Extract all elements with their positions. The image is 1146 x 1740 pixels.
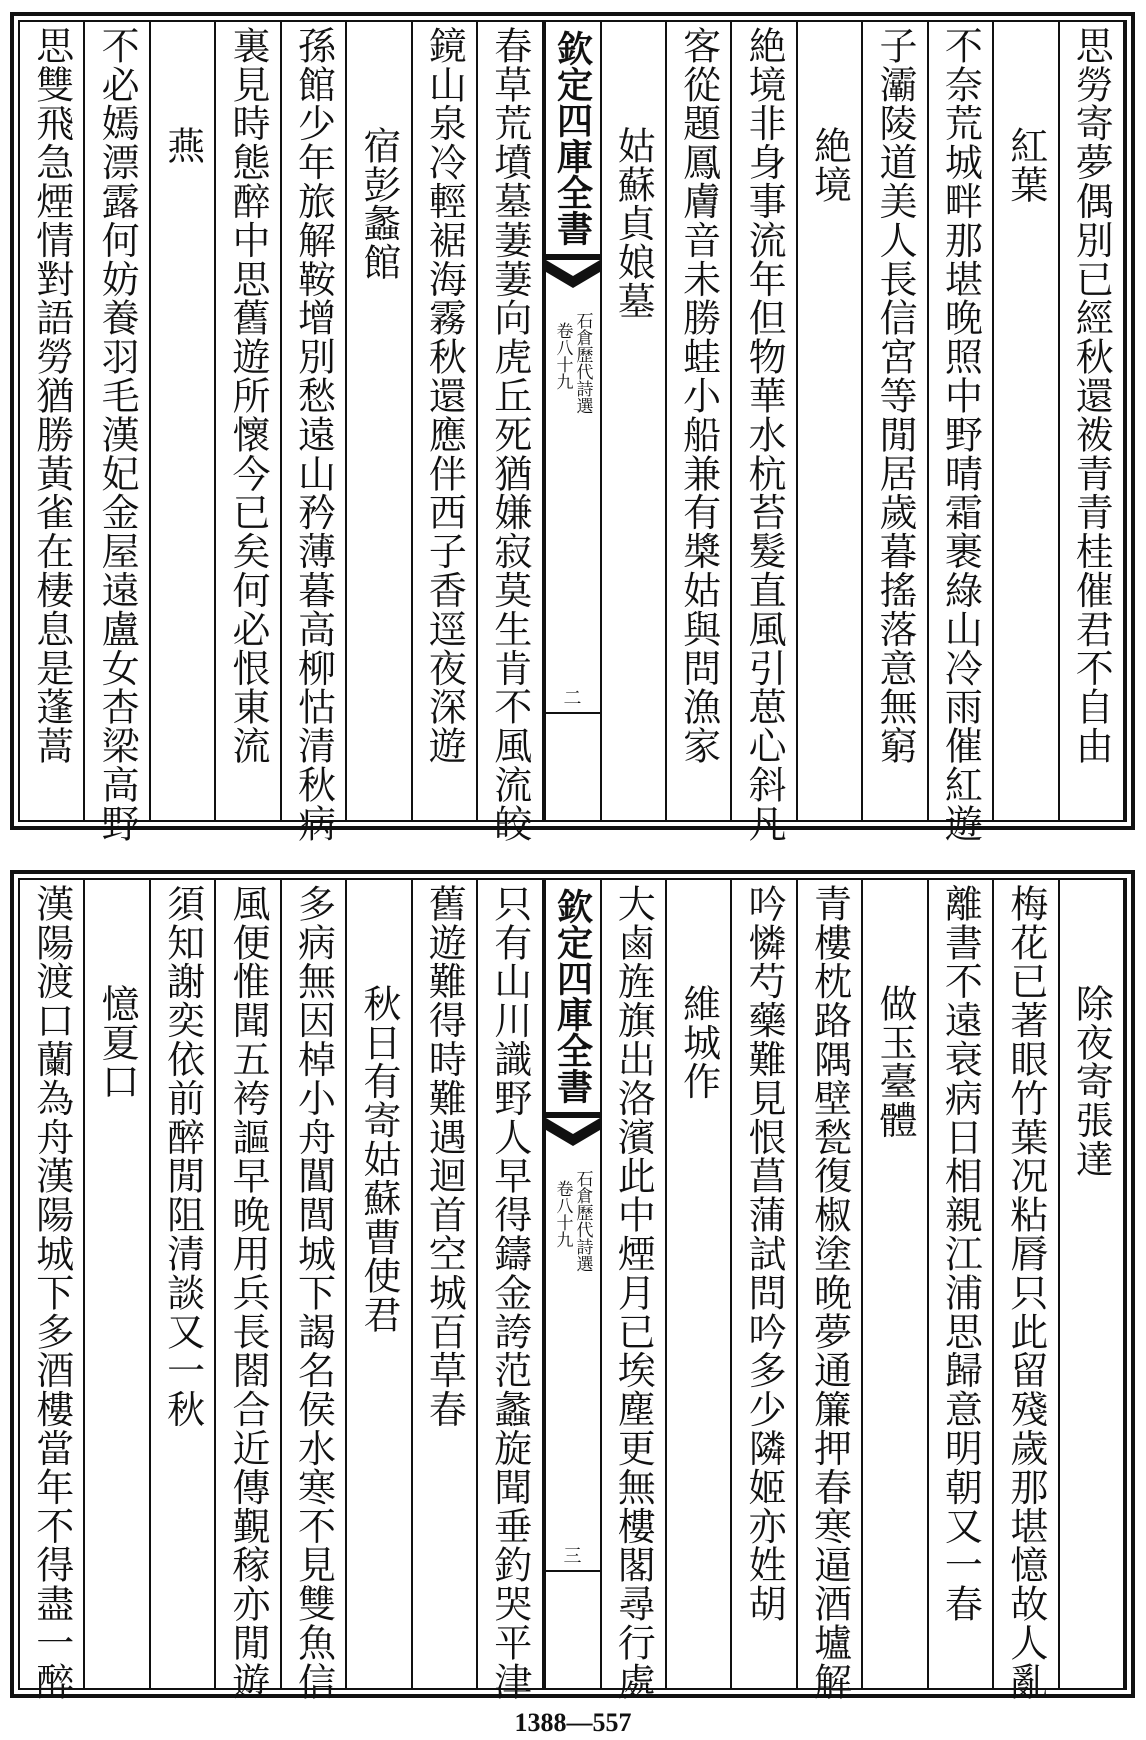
verse-column xyxy=(282,880,347,1701)
verse-text: 子灞陵道美人長信宮等閒居歲暮搖落意無窮 xyxy=(872,26,917,766)
verse-column xyxy=(798,880,863,1701)
verse-text: 只有山川識野人早得鑄金誇范蠡旋聞垂釣哭平津 xyxy=(487,884,532,1701)
poem-title: 燕 xyxy=(160,126,205,165)
verse-column xyxy=(20,880,85,1701)
poem-title-column xyxy=(863,880,928,1688)
verse-text: 思雙飛急煙情對語勞猶勝黃雀在棲息是蓬蒿 xyxy=(29,26,74,766)
poem-title-column xyxy=(347,880,412,1688)
verse-text: 大鹵旌旗出洛濱此中煙月已埃塵更無樓閣尋行處 xyxy=(611,884,656,1701)
verse-column xyxy=(863,22,928,820)
verse-text: 絶境非身事流年但物華水杭苔髮直風引葸心斜凡 xyxy=(742,26,787,843)
verse-column xyxy=(216,880,281,1701)
fish-tail-mark-icon xyxy=(546,254,600,288)
verse-column xyxy=(732,880,797,1688)
center-gutter xyxy=(544,22,602,820)
verse-column xyxy=(216,22,281,820)
verse-column xyxy=(1060,22,1125,820)
volume-number: 卷八十九 xyxy=(552,1180,573,1248)
poem-title-column xyxy=(798,22,863,820)
page-bottom xyxy=(10,870,1135,1701)
poem-title: 秋日有寄姑蘇曹使君 xyxy=(356,984,401,1335)
poem-title: 絶境 xyxy=(807,126,852,204)
verse-text: 舊遊難得時難遇迴首空城百草春 xyxy=(422,884,467,1429)
poem-title-column xyxy=(994,22,1059,820)
book-name: 石倉歷代詩選 xyxy=(572,312,593,414)
poem-title-column xyxy=(1060,880,1125,1688)
verse-text: 不奈荒城畔那堪晚照中野晴霜裹綠山冷雨催紅遊 xyxy=(938,26,983,843)
gutter-rule xyxy=(546,712,600,714)
verse-column xyxy=(20,22,85,820)
verse-column xyxy=(151,880,216,1688)
poem-title: 憶夏口 xyxy=(95,984,140,1101)
poem-title: 除夜寄張達 xyxy=(1069,984,1114,1179)
fish-tail-mark-icon xyxy=(546,1112,600,1146)
verse-column xyxy=(282,22,347,843)
verse-text: 裏見時態醉中思舊遊所懷今已矣何必恨東流 xyxy=(226,26,271,766)
poem-title-column xyxy=(85,880,150,1688)
poem-title-column xyxy=(151,22,216,820)
verse-text: 春草荒墳墓萋萋向虎丘死猶嫌寂莫生肯不風流皎 xyxy=(487,26,532,843)
verse-column xyxy=(667,22,732,820)
book-header: 欽定四庫全書 xyxy=(551,888,594,1104)
verse-text: 鏡山泉冷輕裾海霧秋還應伴西子香逕夜深遊 xyxy=(422,26,467,766)
poem-title-column xyxy=(667,880,732,1688)
page-top xyxy=(10,12,1135,843)
verse-text: 風便惟聞五袴謳早晚用兵長閤合近傳覲稼亦閒遊 xyxy=(226,884,271,1701)
page-frame xyxy=(18,878,1127,1701)
page-frame xyxy=(18,20,1127,843)
book-header: 欽定四庫全書 xyxy=(551,30,594,246)
poem-title-column xyxy=(347,22,412,820)
page-number: 三 xyxy=(563,1546,582,1567)
poem-title: 宿彭蠡館 xyxy=(356,126,401,282)
verse-text: 吟憐芍藥難見恨菖蒲試問吟多少隣姬亦姓胡 xyxy=(742,884,787,1624)
verse-text: 多病無因棹小舟閶閭城下謁名侯水寒不見雙魚信 xyxy=(291,884,336,1701)
verse-text: 離書不遠衰病日相親江浦思歸意明朝又一春 xyxy=(938,884,983,1624)
verse-text: 漢陽渡口蘭為舟漢陽城下多酒樓當年不得盡一醉 xyxy=(29,884,74,1701)
verse-text: 須知謝奕依前醉閒阻清談又一秋 xyxy=(160,884,205,1429)
poem-title: 紅葉 xyxy=(1003,126,1048,204)
verse-text: 客從題鳳膚音未勝蛙小船兼有槳姑與問漁家 xyxy=(676,26,721,766)
poem-title: 姑蘇貞娘墓 xyxy=(611,126,656,321)
verse-text: 青樓枕路隅壁甃復椒塗晚夢通簾押春寒逼酒壚解 xyxy=(807,884,852,1701)
verse-column xyxy=(478,22,543,843)
poem-title: 維城作 xyxy=(676,984,721,1101)
verse-text: 不必嫣漂露何妨養羽毛漢妃金屋遠盧女杏梁高野 xyxy=(95,26,140,843)
poem-title: 做玉臺體 xyxy=(872,984,917,1140)
verse-column xyxy=(413,880,478,1688)
verse-text: 孫館少年旅解鞍增別愁遠山矜薄暮高柳怙清秋病 xyxy=(291,26,336,843)
verse-column xyxy=(929,880,994,1688)
verse-column xyxy=(602,880,667,1701)
verse-text: 梅花已著眼竹葉况粘脣只此留殘歲那堪憶故人亂 xyxy=(1003,884,1048,1701)
verse-column xyxy=(85,22,150,843)
verse-text: 思勞寄夢偶別已經秋還袯青青桂催君不自由 xyxy=(1069,26,1114,766)
verse-column xyxy=(929,22,994,843)
verse-column xyxy=(478,880,543,1701)
page-code: 1388—557 xyxy=(514,1708,632,1737)
gutter-rule xyxy=(546,1570,600,1572)
verse-column xyxy=(413,22,478,820)
page-number: 二 xyxy=(563,688,582,709)
poem-title-column xyxy=(602,22,667,820)
verse-column xyxy=(994,880,1059,1701)
volume-number: 卷八十九 xyxy=(552,322,573,390)
verse-column xyxy=(732,22,797,843)
book-name: 石倉歷代詩選 xyxy=(572,1170,593,1272)
center-gutter xyxy=(544,880,602,1688)
